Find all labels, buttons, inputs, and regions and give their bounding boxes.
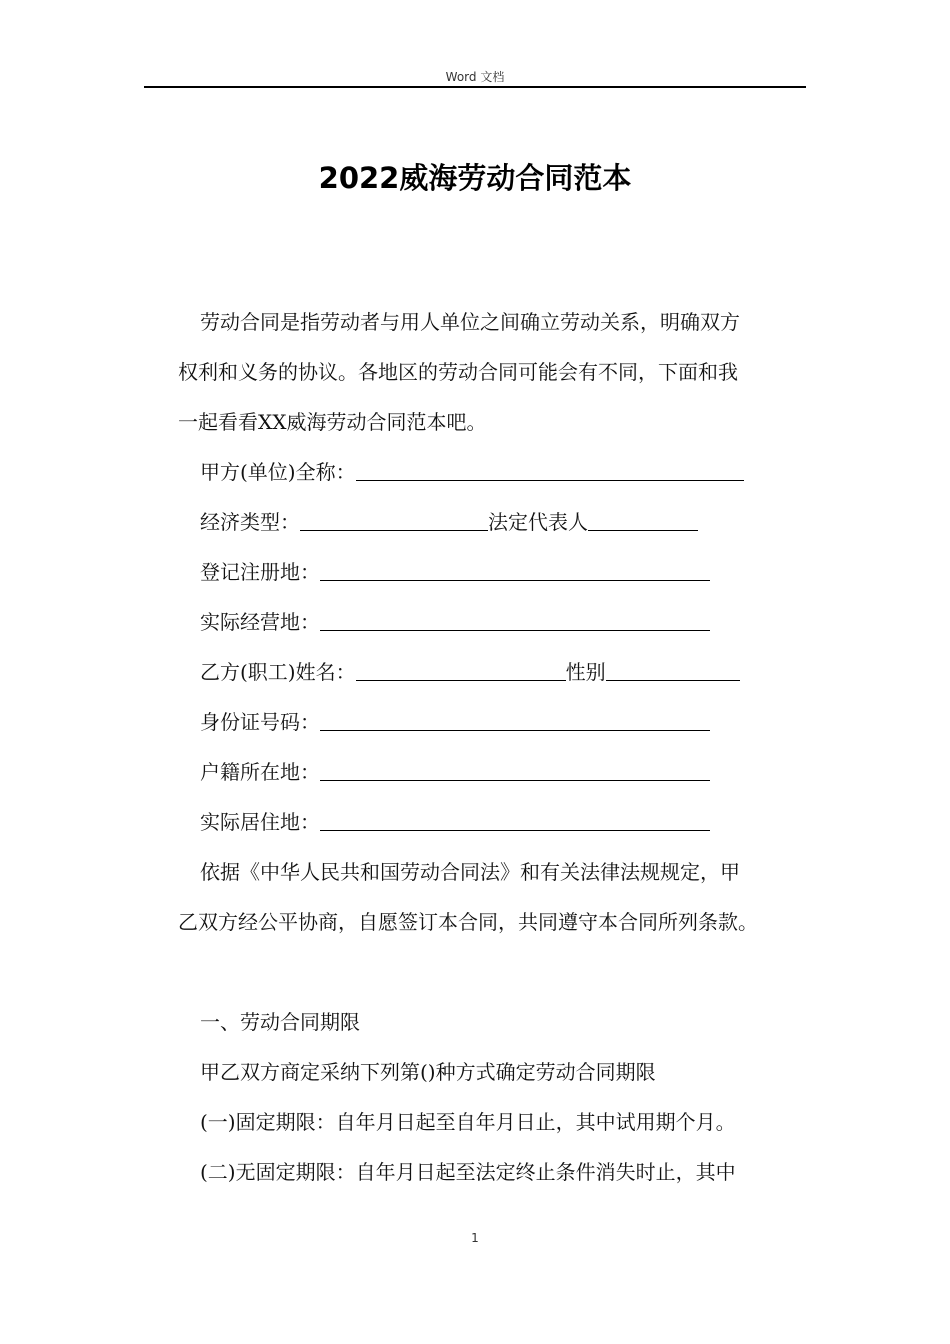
blank-line: [320, 560, 710, 581]
basis-line-2: 乙双方经公平协商，自愿签订本合同，共同遵守本合同所列条款。: [178, 910, 758, 934]
field-employee-name: [178, 647, 818, 697]
field-label: 甲方(单位)全称：: [200, 460, 356, 484]
blank-line: [320, 760, 710, 781]
blank-line: [356, 460, 744, 481]
intro-line-2: 权利和义务的协议。各地区的劳动合同可能会有不同，下面和我: [178, 360, 738, 384]
header-divider: [144, 86, 806, 88]
field-label: 性别: [565, 660, 606, 684]
field-id-number: [178, 697, 818, 747]
section-line-1: 甲乙双方商定采纳下列第()种方式确定劳动合同期限: [200, 1060, 656, 1084]
field-residence: [178, 797, 818, 847]
intro-line-3: 一起看看XX威海劳动合同范本吧。: [178, 410, 487, 434]
blank-line: [320, 710, 710, 731]
field-label: 法定代表人: [488, 510, 588, 534]
blank-line: [606, 660, 740, 681]
field-economic-type: [178, 497, 818, 547]
intro-line-1: 劳动合同是指劳动者与用人单位之间确立劳动关系，明确双方: [200, 310, 740, 334]
page-number: 1: [471, 1231, 479, 1245]
field-registered-address: [178, 547, 818, 597]
section-line-2: (一)固定期限：自年月日起至自年月日止，其中试用期个月。: [200, 1110, 736, 1134]
field-label: 实际居住地：: [200, 810, 320, 834]
field-label: 经济类型：: [200, 510, 300, 534]
field-business-address: [178, 597, 818, 647]
field-household-address: [178, 747, 818, 797]
blank-line: [588, 510, 698, 531]
basis-line-1: 依据《中华人民共和国劳动合同法》和有关法律法规规定，甲: [200, 860, 740, 884]
field-label: 实际经营地：: [200, 610, 320, 634]
field-employer-name: [178, 447, 818, 497]
field-label: 户籍所在地：: [200, 760, 320, 784]
page-header: Word 文档: [445, 70, 505, 84]
blank-line: [320, 610, 710, 631]
field-label: 登记注册地：: [200, 560, 320, 584]
section-line-3: (二)无固定期限：自年月日起至法定终止条件消失时止，其中: [200, 1160, 736, 1184]
document-title: 2022威海劳动合同范本: [318, 161, 632, 195]
blank-line: [300, 510, 488, 531]
field-label: 身份证号码：: [200, 710, 320, 734]
paragraph-gap: [178, 947, 818, 997]
blank-line: [356, 660, 566, 681]
document-body: [178, 297, 818, 1197]
blank-line: [320, 810, 710, 831]
field-label: 乙方(职工)姓名：: [200, 660, 356, 684]
section-heading: 一、劳动合同期限: [200, 1010, 360, 1034]
